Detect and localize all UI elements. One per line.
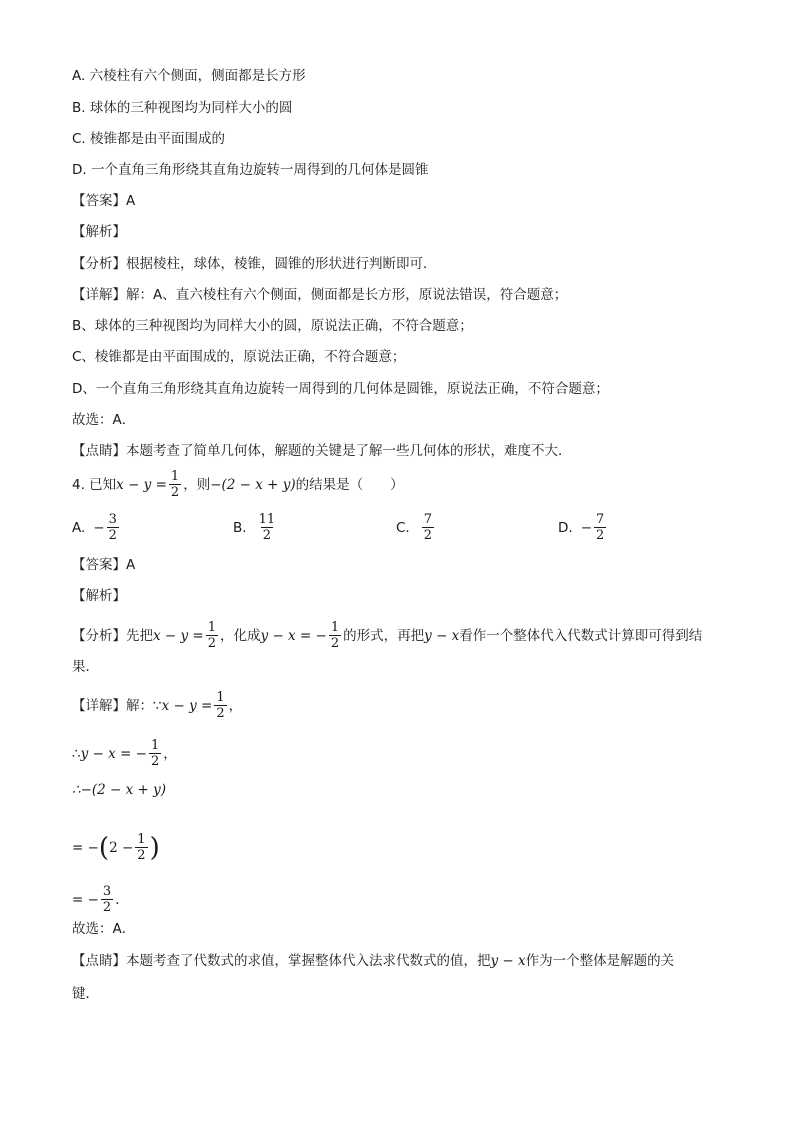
q3-xiangjie-line-4: D、一个直角三角形绕其直角边旋转一周得到的几何体是圆锥，原说法正确，不符合题意；: [72, 381, 609, 397]
fraction-seven-halves: $\frac{7}{2}$: [423, 512, 432, 543]
q4-answer: [72, 555, 135, 575]
q4-guxuan: 故选：A．: [72, 921, 136, 937]
answer-tag: 【答案】: [72, 193, 126, 209]
minus-sign: −: [93, 519, 105, 536]
dianjing-text: 本题考查了简单几何体，解题的关键是了解一些几何体的形状，难度不大．: [126, 443, 572, 459]
q3-answer: [72, 191, 135, 211]
q4-analysis-heading: 【解析】: [72, 588, 126, 604]
fraction-eleven-halves: $\frac{11}{2}$: [258, 512, 276, 543]
q4-xiangjie-line-4: = − ( 2 − $\frac{1}{2}$ ): [72, 832, 160, 863]
q3-fenxi: [72, 254, 437, 274]
q4-option-b: [233, 512, 279, 543]
q3-guxuan: 故选：A．: [72, 412, 136, 428]
q3-option-c: C. 棱锥都是由平面围成的: [72, 131, 226, 147]
fraction-half: $\frac{1}{2}$: [207, 620, 217, 651]
dianjing-tag: 【点睛】: [72, 443, 126, 459]
answer-value: A: [126, 557, 136, 573]
q4-stem-post: 的结果是（ ）: [295, 476, 404, 493]
q3-analysis-heading: 【解析】: [72, 224, 126, 240]
fraction-half: $\frac{1}{2}$: [216, 690, 225, 721]
fenxi-text: 根据棱柱，球体，棱锥，圆锥的形状进行判断即可．: [126, 256, 437, 272]
dianjing-tag: 【点睛】: [72, 953, 126, 969]
xiangjie-text: 解：A、直六棱柱有六个侧面，侧面都是长方形，原说法错误，符合题意；: [126, 287, 568, 303]
q4-dianjing-line-2: 键．: [72, 986, 99, 1002]
minus-sign: −: [580, 519, 592, 536]
q3-xiangjie-line-2: B、球体的三种视图均为同样大小的圆，原说法正确，不符合题意；: [72, 318, 473, 334]
fraction-half: $\frac{1}{2}$: [150, 738, 160, 769]
answer-tag: 【答案】: [72, 557, 126, 573]
q3-dianjing: [72, 441, 572, 461]
q4-expr-xy: x − y =: [116, 476, 167, 493]
fenxi-tag: 【分析】: [72, 627, 126, 644]
q3-option-a: A. 六棱柱有六个侧面，侧面都是长方形: [72, 68, 306, 84]
q4-option-d: [558, 512, 608, 543]
q4-stem-pre: 4. 已知: [72, 476, 117, 493]
fraction-half: $\frac{1}{2}$: [170, 469, 180, 500]
q4-xiangjie-line-5: = − $\frac{3}{2}$ ．: [72, 884, 129, 915]
option-label: D.: [558, 519, 573, 536]
answer-value: A: [126, 193, 136, 209]
q4-xiangjie-line-2: ∴ y − x = − $\frac{1}{2}$ ，: [72, 738, 177, 769]
option-label: C.: [396, 519, 410, 536]
fraction-half: $\frac{1}{2}$: [137, 832, 146, 863]
option-label: B.: [233, 519, 247, 536]
xiangjie-tag: 【详解】: [72, 287, 126, 303]
xiangjie-tag: 【详解】: [72, 697, 126, 714]
q3-option-b: B. 球体的三种视图均为同样大小的圆: [72, 100, 293, 116]
q4-stem-mid: ，则: [183, 476, 211, 493]
q3-xiangjie-line-3: C、棱锥都是由平面围成的，原说法正确，不符合题意；: [72, 349, 406, 365]
q4-xiangjie-line-1: 【详解】 解：∵ x − y = $\frac{1}{2}$ ，: [72, 690, 243, 721]
q3-option-d: D. 一个直角三角形绕其直角边旋转一周得到的几何体是圆锥: [72, 162, 429, 178]
fenxi-tag: 【分析】: [72, 256, 126, 272]
fraction-half: $\frac{1}{2}$: [330, 620, 340, 651]
q4-xiangjie-line-3: ∴−(2 − x + y): [72, 782, 167, 798]
fraction-three-halves: $\frac{3}{2}$: [102, 884, 112, 915]
q3-xiangjie-line-1: [72, 285, 567, 305]
q4-fenxi-line-1: 【分析】 先把 x − y = $\frac{1}{2}$ ，化成 y − x = − $\frac{1}{2}$ 的形式，再把 y − x 看作一个整体代入代数式计算即可得到结: [72, 620, 703, 651]
q4-option-a: [72, 512, 121, 543]
q4-stem: [72, 469, 404, 500]
q4-fenxi-line-2: 果．: [72, 659, 99, 675]
q4-dianjing-line-1: 【点睛】本题考查了代数式的求值，掌握整体代入法求代数式的值，把y − x作为一个整体是解题的关: [72, 953, 675, 969]
fraction-neg-seven-halves: $\frac{7}{2}$: [596, 512, 605, 543]
option-label: A.: [72, 519, 86, 536]
fraction-neg-three-halves: $\frac{3}{2}$: [108, 512, 117, 543]
q4-option-c: [396, 512, 436, 543]
q4-expr-target: −(2 − x + y): [210, 476, 296, 493]
